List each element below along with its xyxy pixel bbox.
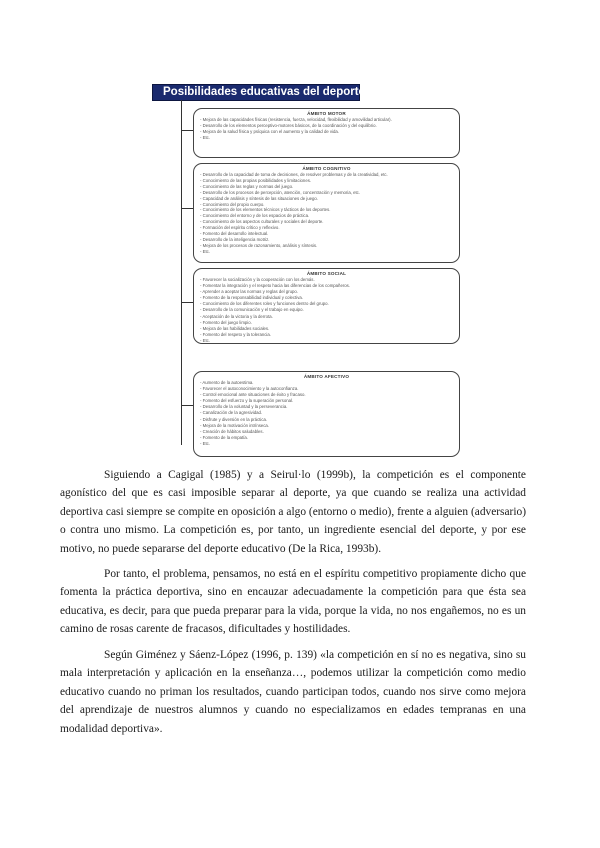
list-item: - Conocimiento de los aspectos culturales y sociales del deporte. — [200, 219, 324, 225]
list-item: - Capacidad de análisis y síntesis de las situaciones de juego. — [200, 195, 318, 201]
box-title: ÁMBITO COGNITIVO — [302, 166, 351, 171]
list-item: - Desarrollo de la voluntad y la perseverancia. — [200, 404, 288, 410]
box-ambito-cognitivo — [193, 163, 460, 263]
list-item: - Conocimiento del propio cuerpo. — [200, 201, 265, 207]
box-ambito-social — [193, 268, 460, 344]
box-items — [200, 172, 459, 255]
list-item: - Favorecer la socialización y la cooperación con los demás. — [200, 277, 315, 282]
list-item: - Mejora de las habilidades sociales. — [200, 325, 270, 331]
list-item: - Fomento del juego limpio. — [200, 319, 252, 325]
diagram-title-bar — [152, 84, 365, 101]
diagram-title: Posibilidades educativas del deporte — [163, 86, 365, 98]
box-title: ÁMBITO MOTOR — [307, 111, 346, 116]
list-item: - Conocimiento de las propias posibilidades y limitaciones. — [200, 177, 312, 183]
list-item: - Etc. — [200, 248, 211, 254]
list-item: - Disfrute y diversión en la práctica. — [200, 416, 268, 422]
list-item: - Fomento de la empatía. — [200, 434, 249, 440]
list-item: - Aumento de la autoestima. — [200, 380, 254, 385]
list-item: - Fomentar la integración y el respeto hacia las diferencias de los compañeros. — [200, 283, 350, 289]
list-item: - Etc. — [200, 440, 211, 446]
list-item: - Mejora de la motivación intrínseca. — [200, 422, 270, 428]
box-items — [200, 380, 459, 447]
body-paragraph: Siguiendo a Cagigal (1985) y a Seirul·lo (1999b), la competición es el componente agonístico del que es casi imposible separar al deporte, ya que cuando se realiza una actividad deportiva casi siempre se compite en oposición a algo (entorno o medio), frente a alguien (adversario) o contra uno mismo. La competición es, por tanto, un ingrediente esencial del deporte, y por ese motivo, no puede separarse del deporte educativo (De la Rica, 1993b). — [60, 469, 526, 555]
list-item: - Mejora de las capacidades físicas (resistencia, fuerza, velocidad, flexibilidad y amovilidad articular). — [200, 117, 392, 122]
list-item: - Creación de hábitos saludables. — [200, 428, 264, 434]
connector-afectivo — [181, 405, 193, 406]
diagram-spine-line — [181, 100, 182, 445]
list-item: - Aceptación de la victoria y la derrota. — [200, 313, 273, 319]
connector-social — [181, 302, 193, 303]
list-item: - Conocimiento de los elementos técnicos y tácticos de los deportes. — [200, 207, 331, 213]
body-paragraph: Por tanto, el problema, pensamos, no está en el espíritu competitivo propiamente dicho que fomenta la práctica deportiva, sino en encauzar adecuadamente la competición para que ésta sea educativa, es decir, para que pueda preparar para la vida, porque la vida, no nos engañemos, no es un camino de rosas carente de fracasos, dificultades y hostilidades. — [60, 568, 526, 636]
list-item: - Formación del espíritu crítico y reflexivo. — [200, 225, 280, 231]
box-items — [200, 277, 459, 344]
list-item: - Desarrollo de los elementos perceptivo-motores básicos, de la coordinación y del equilibrio. — [200, 123, 377, 129]
box-ambito-afectivo — [193, 371, 460, 457]
box-title: ÁMBITO AFECTIVO — [303, 374, 350, 379]
list-item: - Favorecer el autoconocimiento y la autoconfianza. — [200, 386, 299, 392]
list-item: - Aprender a aceptar las normas y reglas del grupo. — [200, 289, 298, 295]
list-item: - Fomento de la responsabilidad individual y colectiva. — [200, 295, 303, 301]
list-item: - Fomento del respeto y la tolerancia. — [200, 331, 271, 337]
list-item: - Fomento del desarrollo intelectual. — [200, 231, 269, 237]
list-item: - Conocimiento de los diferentes roles y funciones dentro del grupo. — [200, 301, 329, 307]
list-item: - Etc. — [200, 337, 211, 343]
list-item: - Canalización de la agresividad. — [200, 410, 263, 416]
list-item: - Desarrollo de la comunicación y el trabajo en equipo. — [200, 307, 304, 313]
list-item: - Conocimiento del entorno y de los espacios de práctica. — [200, 213, 310, 219]
list-item: - Desarrollo de la inteligencia motriz. — [200, 236, 270, 242]
box-ambito-motor — [193, 108, 460, 158]
list-item: - Desarrollo de la capacidad de toma de decisiones, de resolver problemas y de la creatividad, etc. — [200, 172, 388, 177]
list-item: - Control emocional ante situaciones de éxito y fracaso. — [200, 392, 306, 398]
box-title: ÁMBITO SOCIAL — [306, 271, 347, 276]
list-item: - Conocimiento de las reglas y normas del juego. — [200, 183, 294, 189]
body-paragraph: Según Giménez y Sáenz-López (1996, p. 139) «la competición en sí no es negativa, sino su mala interpretación y aplicación en la enseñanza…, podemos utilizar la competición como medio educativo cuando no priman los resultados, cuando participan todos, cuando nos sirve como mejora del aprendizaje de nuestros alumnos y cuando no especializamos en edades tempranas en una modalidad deportiva». — [60, 649, 526, 735]
list-item: - Fomento del esfuerzo y la superación personal. — [200, 398, 294, 404]
list-item: - Mejora de los procesos de razonamiento, análisis y síntesis. — [200, 242, 318, 248]
box-items — [200, 117, 459, 141]
list-item: - Desarrollo de los procesos de percepción, atención, concentración y memoria, etc. — [200, 189, 361, 195]
list-item: - Etc. — [200, 135, 211, 141]
list-item: - Mejora de la salud física y psíquica con el aumento y la calidad de vida. — [200, 129, 340, 135]
connector-motor — [181, 130, 193, 131]
connector-cognitivo — [181, 208, 193, 209]
